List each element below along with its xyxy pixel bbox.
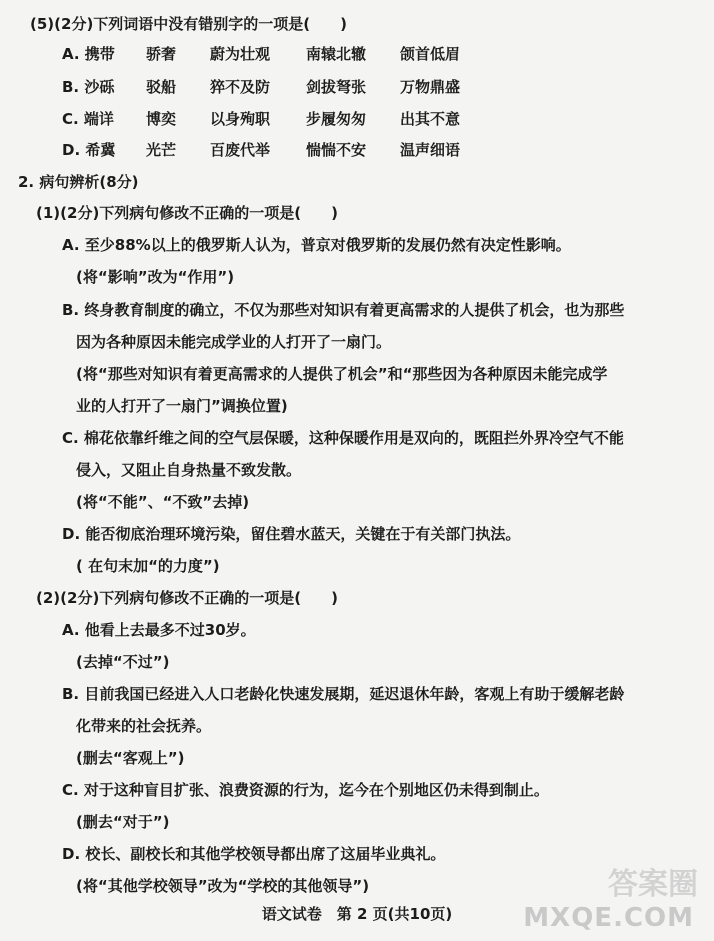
q5-c-3: 以身殉职 [210,110,271,128]
q2-1-option-c-line1: C. 棉花依靠纤维之间的空气层保暖，这种保暖作用是双向的，既阻拦外界冷空气不能 [62,429,624,447]
q2-2-option-d-fix: (将“其他学校领导”改为“学校的其他领导”) [76,877,370,895]
q5-d-1: D. 希冀 [62,141,116,159]
q5-a-4: 南辕北辙 [306,45,367,63]
q5-b-3: 猝不及防 [210,78,271,96]
q2-1-option-b-line1: B. 终身教育制度的确立，不仅为那些对知识有着更高需求的人提供了机会，也为那些 [62,301,625,319]
q5-b-4: 剑拔弩张 [306,78,367,96]
q2-1-option-a-fix: (将“影响”改为“作用”) [76,268,235,286]
q2-2-option-a-fix: (去掉“不过”) [76,653,170,671]
q5-b-1: B. 沙砾 [62,78,115,96]
q2-1-stem: (1)(2分)下列病句修改不正确的一项是( ) [36,204,339,222]
q2-title: 2. 病句辨析(8分) [18,173,139,191]
q5-a-5: 颌首低眉 [400,45,461,63]
q5-c-5: 出其不意 [400,110,461,128]
page-footer: 语文试卷 第 2 页(共10页) [261,905,453,923]
q2-1-option-c-fix: (将“不能”、“不致”去掉) [76,493,250,511]
q2-2-stem: (2)(2分)下列病句修改不正确的一项是( ) [36,589,339,607]
watermark [523,867,708,939]
q2-2-option-d: D. 校长、副校长和其他学校领导都出席了这届毕业典礼。 [62,845,446,863]
q5-b-5: 万物鼎盛 [400,78,461,96]
q5-d-2: 光芒 [146,141,177,159]
q5-c-4: 步履匆匆 [306,110,367,128]
q5-c-2: 博奕 [146,110,177,128]
q5-d-3: 百废代举 [210,141,271,159]
q5-a-1: A. 携带 [62,45,115,63]
q2-1-option-c-line2: 侵入，又阻止自身热量不致发散。 [76,461,302,479]
q2-2-option-b-line2: 化带来的社会抚养。 [76,717,212,735]
watermark-logo: 答案圈 [608,867,698,902]
q2-2-option-b-fix: (删去“客观上”) [76,749,185,767]
q2-2-option-c: C. 对于这种盲目扩张、浪费资源的行为，迄今在个别地区仍未得到制止。 [62,781,549,799]
watermark-site: MXQE.COM [523,903,694,933]
q5-d-4: 惴惴不安 [306,141,367,159]
q2-1-option-a: A. 至少88%以上的俄罗斯人认为，普京对俄罗斯的发展仍然有决定性影响。 [62,236,571,254]
q2-2-option-a: A. 他看上去最多不过30岁。 [62,621,256,639]
q2-1-option-b-fix-line2: 业的人打开了一扇门”调换位置) [76,397,288,415]
q5-stem: (5)(2分)下列词语中没有错别字的一项是( ) [30,15,348,33]
q5-c-1: C. 端详 [62,110,114,128]
q2-1-option-b-line2: 因为各种原因未能完成学业的人打开了一扇门。 [76,333,392,351]
q5-a-2: 骄奢 [146,45,177,63]
q5-b-2: 驳船 [146,78,177,96]
q5-d-5: 温声细语 [400,141,461,159]
q2-1-option-d-fix: ( 在句末加“的力度”) [76,557,220,575]
q5-a-3: 蔚为壮观 [210,45,271,63]
q2-1-option-b-fix-line1: (将“那些对知识有着更高需求的人提供了机会”和“那些因为各种原因未能完成学 [76,365,608,383]
q2-2-option-c-fix: (删去“对于”) [76,813,170,831]
q2-2-option-b-line1: B. 目前我国已经进入人口老龄化快速发展期，延迟退休年龄，客观上有助于缓解老龄 [62,685,625,703]
q2-1-option-d: D. 能否彻底治理环境污染，留住碧水蓝天，关键在于有关部门执法。 [62,525,521,543]
